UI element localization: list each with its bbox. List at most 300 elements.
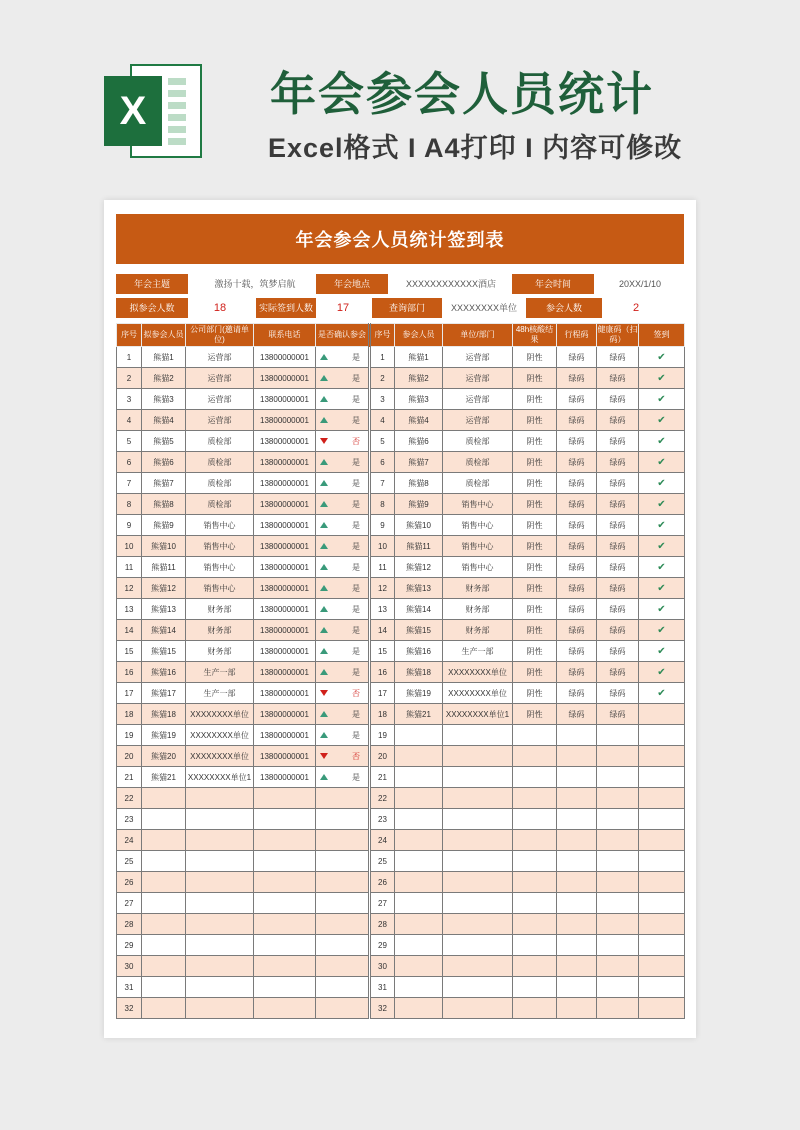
attendee-dept: 运营部 [443,410,513,431]
table-row [117,494,685,515]
invitee-dept [186,788,254,809]
test-result: 阴性 [513,557,557,578]
table-row [117,704,685,725]
invitee-dept: 质检部 [186,473,254,494]
confirm-cell [316,431,370,452]
table-row [117,389,685,410]
health-code [597,998,639,1019]
confirm-cell [316,998,370,1019]
row-number: 23 [370,809,395,830]
invitee-dept: 质检部 [186,431,254,452]
confirm-value: 是 [352,394,360,404]
invitee-dept: 生产一部 [186,662,254,683]
attendee-name: 熊猫15 [395,620,443,641]
trip-code [557,725,597,746]
attendee-name [395,998,443,1019]
row-number: 3 [370,389,395,410]
invitee-phone [254,788,316,809]
invitee-dept: XXXXXXXX单位 [186,704,254,725]
check-icon: ✔ [657,351,666,363]
col-header: 48h核酸结果 [513,324,557,347]
confirm-wrap [316,667,368,678]
confirm-value: 否 [352,436,360,446]
signed-cell [639,578,685,599]
attendee-dept [443,851,513,872]
confirm-wrap [316,520,368,531]
row-number: 13 [370,599,395,620]
invitee-name: 熊猫5 [142,431,186,452]
row-number: 3 [117,389,142,410]
invitee-phone [254,830,316,851]
invitee-phone [254,809,316,830]
confirm-value: 是 [352,562,360,572]
invitee-phone [254,956,316,977]
trip-code [557,767,597,788]
invitee-phone [254,935,316,956]
row-number: 29 [117,935,142,956]
table-row [117,536,685,557]
health-code [597,809,639,830]
trip-code: 绿码 [557,683,597,704]
confirm-value: 是 [352,415,360,425]
row-number: 5 [117,431,142,452]
attendee-dept: 销售中心 [443,494,513,515]
test-result: 阴性 [513,431,557,452]
invitee-phone [254,893,316,914]
attendee-name [395,872,443,893]
check-icon: ✔ [657,435,666,447]
up-triangle-icon [320,774,328,780]
confirm-value: 是 [352,457,360,467]
trip-code: 绿码 [557,452,597,473]
table-row [117,935,685,956]
check-icon: ✔ [657,540,666,552]
signed-cell [639,536,685,557]
date-value: 20XX/1/10 [618,279,662,289]
attendee-name [395,809,443,830]
col-header: 公司部门(邀请单位) [186,324,254,347]
health-code: 绿码 [597,347,639,368]
table-row [117,431,685,452]
col-header: 参会人员 [395,324,443,347]
info-row-2 [116,298,684,320]
theme-label: 年会主题 [116,274,188,294]
signed-cell [639,494,685,515]
table-row [117,599,685,620]
table-row [117,473,685,494]
confirm-value: 是 [352,478,360,488]
attendee-name [395,851,443,872]
venue-value: XXXXXXXXXXXX酒店 [405,279,497,289]
health-code: 绿码 [597,662,639,683]
check-icon: ✔ [657,477,666,489]
row-number: 6 [117,452,142,473]
trip-code: 绿码 [557,473,597,494]
confirm-wrap [316,436,368,447]
row-number: 1 [117,347,142,368]
invitee-dept: 运营部 [186,347,254,368]
attendee-name: 熊猫3 [395,389,443,410]
invitee-phone [254,851,316,872]
table-row [117,914,685,935]
trip-code [557,956,597,977]
invitee-dept: XXXXXXXX单位 [186,746,254,767]
table-row [117,452,685,473]
invitee-dept [186,914,254,935]
down-triangle-icon [320,753,328,759]
test-result [513,809,557,830]
attendee-name [395,893,443,914]
confirm-cell [316,725,370,746]
row-number: 5 [370,431,395,452]
signed-cell [639,893,685,914]
health-code: 绿码 [597,641,639,662]
confirm-value: 是 [352,520,360,530]
attendee-dept: 运营部 [443,368,513,389]
confirm-cell [316,473,370,494]
invitee-dept [186,893,254,914]
row-number: 13 [117,599,142,620]
confirm-cell [316,935,370,956]
row-number: 18 [117,704,142,725]
invitee-dept [186,851,254,872]
table-header [117,324,685,347]
row-number: 10 [117,536,142,557]
invitee-phone: 13800000001 [254,431,316,452]
logo-letter: X [104,76,162,146]
up-triangle-icon [320,396,328,402]
confirm-wrap [316,730,368,741]
trip-code [557,851,597,872]
down-triangle-icon [320,690,328,696]
attendee-dept [443,956,513,977]
invitee-dept: 运营部 [186,368,254,389]
check-icon: ✔ [657,582,666,594]
invitee-dept [186,998,254,1019]
invitee-name: 熊猫15 [142,641,186,662]
attendee-name: 熊猫8 [395,473,443,494]
health-code [597,851,639,872]
date-label: 年会时间 [512,274,594,294]
row-number: 20 [370,746,395,767]
confirm-cell [316,893,370,914]
trip-code [557,998,597,1019]
row-number: 14 [370,620,395,641]
attendee-dept: XXXXXXXX单位 [443,683,513,704]
signed-cell [639,410,685,431]
attendee-name: 熊猫9 [395,494,443,515]
excel-logo-icon [104,64,202,158]
attendee-name [395,788,443,809]
invitee-name: 熊猫19 [142,725,186,746]
row-number: 12 [370,578,395,599]
up-triangle-icon [320,375,328,381]
test-result [513,851,557,872]
table-row [117,788,685,809]
row-number: 31 [117,977,142,998]
confirm-value: 是 [352,373,360,383]
health-code: 绿码 [597,452,639,473]
table-row [117,872,685,893]
attendee-dept [443,830,513,851]
signed-cell [639,431,685,452]
sheet-title: 年会参会人员统计签到表 [116,214,684,264]
trip-code: 绿码 [557,704,597,725]
attendee-name: 熊猫18 [395,662,443,683]
confirm-wrap [316,541,368,552]
health-code: 绿码 [597,410,639,431]
invitee-phone: 13800000001 [254,536,316,557]
up-triangle-icon [320,648,328,654]
attendee-dept [443,914,513,935]
invitee-name: 熊猫2 [142,368,186,389]
invitee-phone: 13800000001 [254,557,316,578]
signed-cell [639,851,685,872]
trip-code [557,914,597,935]
check-icon: ✔ [657,561,666,573]
row-number: 11 [370,557,395,578]
row-number: 18 [370,704,395,725]
attendee-dept: 运营部 [443,347,513,368]
row-number: 20 [117,746,142,767]
row-number: 32 [117,998,142,1019]
signed-cell [639,809,685,830]
invitee-phone [254,998,316,1019]
col-header: 序号 [117,324,142,347]
health-code [597,830,639,851]
banner [0,0,800,200]
invitee-phone: 13800000001 [254,389,316,410]
invitee-phone: 13800000001 [254,578,316,599]
confirm-value: 是 [352,709,360,719]
confirm-cell [316,956,370,977]
health-code [597,893,639,914]
health-code: 绿码 [597,494,639,515]
attendee-dept: 财务部 [443,578,513,599]
up-triangle-icon [320,480,328,486]
up-triangle-icon [320,732,328,738]
row-number: 19 [117,725,142,746]
attendee-dept [443,893,513,914]
test-result: 阴性 [513,515,557,536]
table-row [117,578,685,599]
health-code: 绿码 [597,557,639,578]
col-header: 是否确认参会 [316,324,370,347]
confirm-cell [316,788,370,809]
signed-cell [639,347,685,368]
up-triangle-icon [320,354,328,360]
test-result [513,767,557,788]
confirm-value: 是 [352,625,360,635]
row-number: 30 [370,956,395,977]
invitee-phone: 13800000001 [254,662,316,683]
up-triangle-icon [320,564,328,570]
table-row [117,683,685,704]
invitee-dept [186,956,254,977]
invitee-dept: 销售中心 [186,536,254,557]
check-icon: ✔ [657,645,666,657]
attendee-name: 熊猫6 [395,431,443,452]
up-triangle-icon [320,585,328,591]
attendee-name: 熊猫4 [395,410,443,431]
planned-label: 拟参会人数 [116,298,188,318]
row-number: 29 [370,935,395,956]
table-row [117,515,685,536]
attendee-dept: 质检部 [443,473,513,494]
confirm-cell [316,494,370,515]
confirm-cell [316,620,370,641]
signed-cell [639,389,685,410]
confirm-value: 是 [352,730,360,740]
row-number: 7 [370,473,395,494]
test-result: 阴性 [513,347,557,368]
row-number: 10 [370,536,395,557]
trip-code [557,935,597,956]
health-code: 绿码 [597,515,639,536]
confirm-wrap [316,688,368,699]
test-result: 阴性 [513,494,557,515]
invitee-phone: 13800000001 [254,494,316,515]
table-row [117,767,685,788]
signed-cell [639,746,685,767]
invitee-name [142,998,186,1019]
confirm-cell [316,452,370,473]
invitee-phone: 13800000001 [254,725,316,746]
check-icon: ✔ [657,603,666,615]
confirm-cell [316,914,370,935]
health-code [597,746,639,767]
up-triangle-icon [320,606,328,612]
test-result: 阴性 [513,389,557,410]
invitee-name: 熊猫3 [142,389,186,410]
invitee-name [142,935,186,956]
table-row [117,557,685,578]
trip-code [557,809,597,830]
attendee-dept: 运营部 [443,389,513,410]
confirm-cell [316,515,370,536]
confirm-value: 是 [352,352,360,362]
invitee-name [142,851,186,872]
health-code [597,788,639,809]
confirm-cell [316,410,370,431]
up-triangle-icon [320,543,328,549]
up-triangle-icon [320,522,328,528]
test-result [513,956,557,977]
check-icon: ✔ [657,414,666,426]
col-header: 单位/部门 [443,324,513,347]
col-header: 序号 [370,324,395,347]
trip-code: 绿码 [557,494,597,515]
dept-value: XXXXXXXX单位 [450,303,518,313]
col-header: 联系电话 [254,324,316,347]
test-result [513,977,557,998]
signed-cell [639,368,685,389]
row-number: 9 [117,515,142,536]
row-number: 24 [117,830,142,851]
up-triangle-icon [320,669,328,675]
invitee-name [142,830,186,851]
actual-label: 实际签到人数 [256,298,316,318]
confirm-wrap [316,625,368,636]
invitee-name [142,788,186,809]
confirm-cell [316,851,370,872]
confirm-value: 是 [352,499,360,509]
confirm-wrap [316,709,368,720]
invitee-name: 熊猫8 [142,494,186,515]
trip-code: 绿码 [557,578,597,599]
invitee-dept: 财务部 [186,641,254,662]
invitee-dept: 运营部 [186,389,254,410]
row-number: 23 [117,809,142,830]
page-title: 年会参会人员统计 [270,68,654,120]
trip-code: 绿码 [557,389,597,410]
trip-code [557,872,597,893]
row-number: 14 [117,620,142,641]
confirm-wrap [316,373,368,384]
confirm-value: 是 [352,604,360,614]
invitee-dept: 财务部 [186,620,254,641]
signed-cell [639,683,685,704]
up-triangle-icon [320,627,328,633]
row-number: 9 [370,515,395,536]
row-number: 31 [370,977,395,998]
health-code: 绿码 [597,599,639,620]
dept-count-value: 2 [632,302,640,314]
invitee-name: 熊猫14 [142,620,186,641]
signed-cell [639,641,685,662]
invitee-name: 熊猫1 [142,347,186,368]
page-subtitle: Excel格式 I A4打印 I 内容可修改 [268,133,683,163]
table-row [117,851,685,872]
trip-code: 绿码 [557,347,597,368]
attendee-name [395,935,443,956]
confirm-wrap [316,499,368,510]
row-number: 8 [117,494,142,515]
test-result: 阴性 [513,536,557,557]
invitee-dept: 质检部 [186,452,254,473]
trip-code: 绿码 [557,662,597,683]
test-result: 阴性 [513,620,557,641]
invitee-dept [186,809,254,830]
attendee-dept: XXXXXXXX单位1 [443,704,513,725]
invitee-name [142,809,186,830]
row-number: 15 [370,641,395,662]
attendee-name [395,830,443,851]
confirm-cell [316,557,370,578]
row-number: 17 [117,683,142,704]
invitee-dept: 销售中心 [186,557,254,578]
trip-code: 绿码 [557,515,597,536]
invitee-name: 熊猫4 [142,410,186,431]
health-code: 绿码 [597,431,639,452]
row-number: 27 [117,893,142,914]
attendee-name: 熊猫12 [395,557,443,578]
confirm-cell [316,599,370,620]
up-triangle-icon [320,501,328,507]
table-row [117,347,685,368]
check-icon: ✔ [657,666,666,678]
attendee-dept [443,725,513,746]
confirm-value: 否 [352,688,360,698]
test-result [513,830,557,851]
check-icon: ✔ [657,687,666,699]
invitee-name [142,872,186,893]
invitee-phone: 13800000001 [254,746,316,767]
col-header: 行程码 [557,324,597,347]
trip-code [557,893,597,914]
row-number: 16 [370,662,395,683]
row-number: 7 [117,473,142,494]
